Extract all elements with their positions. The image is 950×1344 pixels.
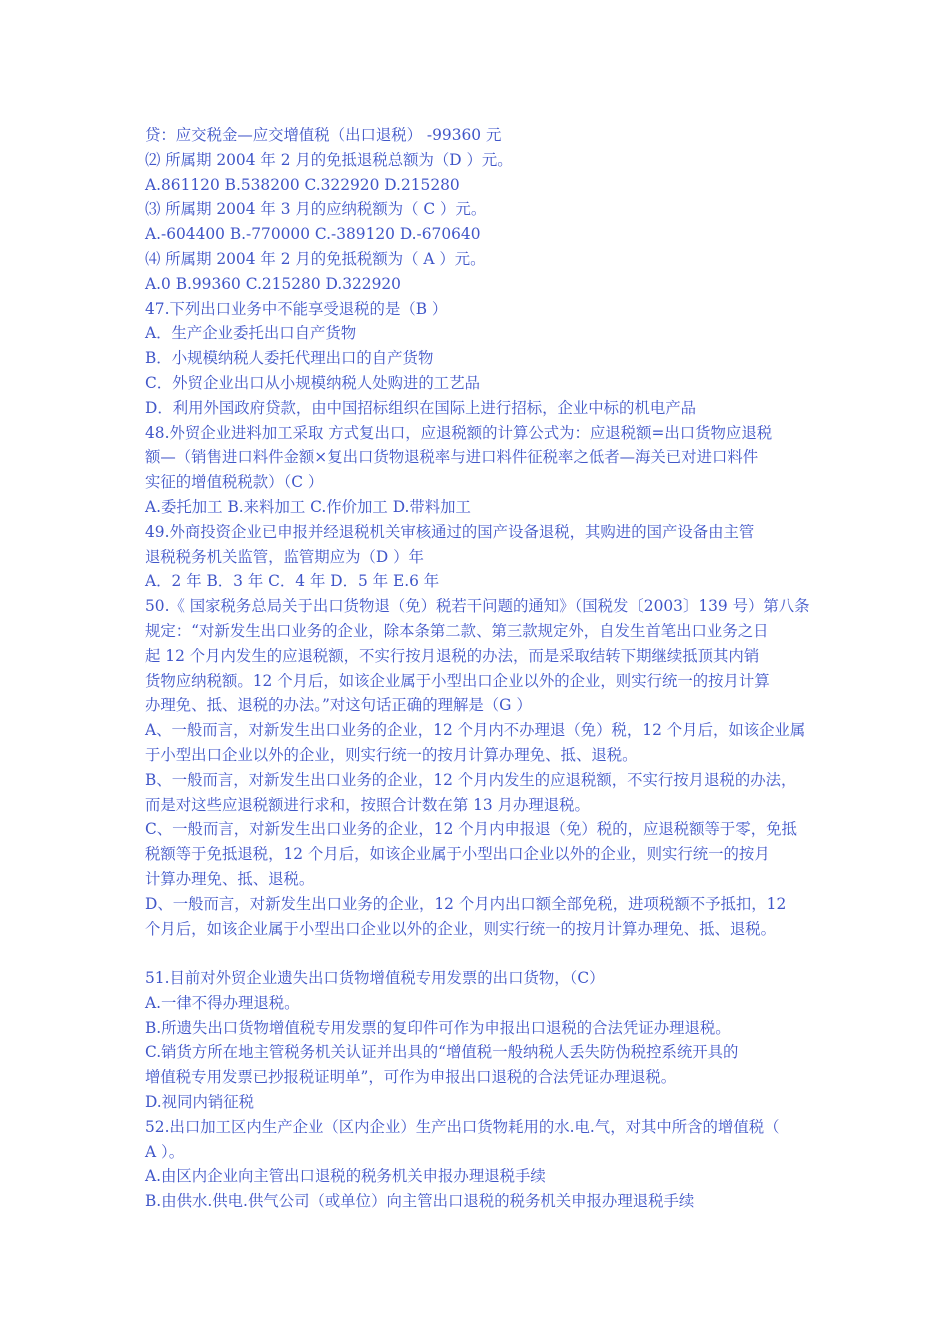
text-line: C、一般而言，对新发生出口业务的企业，12 个月内申报退（免）税的，应退税额等于零，免抵 <box>145 820 797 839</box>
question-49: 49.外商投资企业已申报并经退税机关审核通过的国产设备退税，其购进的国产设备由主管 <box>145 522 755 541</box>
question-48: 48.外贸企业进料加工采取 方式复出口，应退税额的计算公式为：应退税额=出口货物应退税 <box>145 423 773 442</box>
text-line: 规定：“对新发生出口业务的企业，除本条第二款、第三款规定外，自发生首笔出口业务之日 <box>145 621 769 640</box>
question-52: 52.出口加工区内生产企业（区内企业）生产出口货物耗用的水.电.气，对其中所含的增值税（ <box>145 1117 780 1136</box>
question-47: 47.下列出口业务中不能享受退税的是（B ） <box>145 299 448 318</box>
text-line: A.由区内企业向主管出口退税的税务机关申报办理退税手续 <box>145 1167 546 1186</box>
text-line: 办理免、抵、退税的办法。”对这句话正确的理解是（G ） <box>145 696 532 715</box>
text-line: D．利用外国政府贷款，由中国招标组织在国际上进行招标，企业中标的机电产品 <box>145 398 697 417</box>
text-line: B.所遗失出口货物增值税专用发票的复印件可作为申报出口退税的合法凭证办理退税。 <box>145 1018 731 1037</box>
text-line: A．生产企业委托出口自产货物 <box>145 324 357 343</box>
text-line: 而是对这些应退税额进行求和，按照合计数在第 13 月办理退税。 <box>145 795 590 814</box>
text-line: B.由供水.供电.供气公司（或单位）向主管出口退税的税务机关申报办理退税手续 <box>145 1192 695 1211</box>
text-line: A.一律不得办理退税。 <box>145 993 300 1012</box>
text-line: 税额等于免抵退税，12 个月后，如该企业属于小型出口企业以外的企业，则实行统一的按月 <box>145 845 770 864</box>
text-line: 货物应纳税额。12 个月后，如该企业属于小型出口企业以外的企业，则实行统一的按月计算 <box>145 671 770 690</box>
text-line: 增值税专用发票已抄报税证明单”，可作为申报出口退税的合法凭证办理退税。 <box>145 1068 677 1087</box>
text-line: A.-604400 B.-770000 C.-389120 D.-670640 <box>145 225 481 244</box>
text-line: C．外贸企业出口从小规模纳税人处购进的工艺品 <box>145 373 480 392</box>
question-50: 50.《 国家税务总局关于出口货物退（免）税若干问题的通知》（国税发〔2003〕139 号）第八条 <box>145 597 810 616</box>
text-line: ⑷ 所属期 2004 年 2 月的免抵税额为（ A ）元。 <box>145 249 486 268</box>
document-body <box>145 123 815 1214</box>
text-line: B、一般而言，对新发生出口业务的企业，12 个月内发生的应退税额，不实行按月退税的办法， <box>145 770 797 789</box>
text-line: 起 12 个月内发生的应退税额，不实行按月退税的办法，而是采取结转下期继续抵顶其内销 <box>145 646 760 665</box>
text-line: 额—（销售进口料件金额×复出口货物退税率与进口料件征税率之低者—海关已对进口料件 <box>145 448 759 467</box>
text-line: 退税税务机关监管，监管期应为（D ）年 <box>145 547 424 566</box>
text-line: D、一般而言，对新发生出口业务的企业，12 个月内出口额全部免税，进项税额不予抵扣，12 <box>145 894 787 913</box>
text-line: ⑵ 所属期 2004 年 2 月的免抵退税总额为（D ）元。 <box>145 150 513 169</box>
text-line: 贷：应交税金—应交增值税（出口退税） -99360 元 <box>145 126 502 144</box>
text-line: 计算办理免、抵、退税。 <box>145 869 315 888</box>
text-line: D.视同内销征税 <box>145 1093 255 1112</box>
text-line: 实征的增值税税款）（C ） <box>145 473 324 492</box>
text-line: 于小型出口企业以外的企业，则实行统一的按月计算办理免、抵、退税。 <box>145 745 638 764</box>
text-line: A ）。 <box>145 1142 185 1161</box>
text-line: C.销货方所在地主管税务机关认证并出具的“增值税一般纳税人丢失防伪税控系统开具的 <box>145 1043 739 1062</box>
text-line: 个月后，如该企业属于小型出口企业以外的企业，则实行统一的按月计算办理免、抵、退税。 <box>145 919 777 938</box>
question-51: 51.目前对外贸企业遗失出口货物增值税专用发票的出口货物，（C） <box>145 969 605 988</box>
text-line: A.861120 B.538200 C.322920 D.215280 <box>145 175 460 194</box>
blank-line <box>145 941 815 966</box>
text-line: B．小规模纳税人委托代理出口的自产货物 <box>145 349 434 368</box>
text-line: A.0 B.99360 C.215280 D.322920 <box>145 274 401 293</box>
text-line: A.委托加工 B.来料加工 C.作价加工 D.带料加工 <box>145 497 471 516</box>
text-line: A．2 年 B．3 年 C．4 年 D．5 年 E.6 年 <box>145 572 440 591</box>
text-line: ⑶ 所属期 2004 年 3 月的应纳税额为（ C ）元。 <box>145 200 487 219</box>
text-line: A、一般而言，对新发生出口业务的企业，12 个月内不办理退（免）税，12 个月后，如该企业属 <box>145 721 806 740</box>
